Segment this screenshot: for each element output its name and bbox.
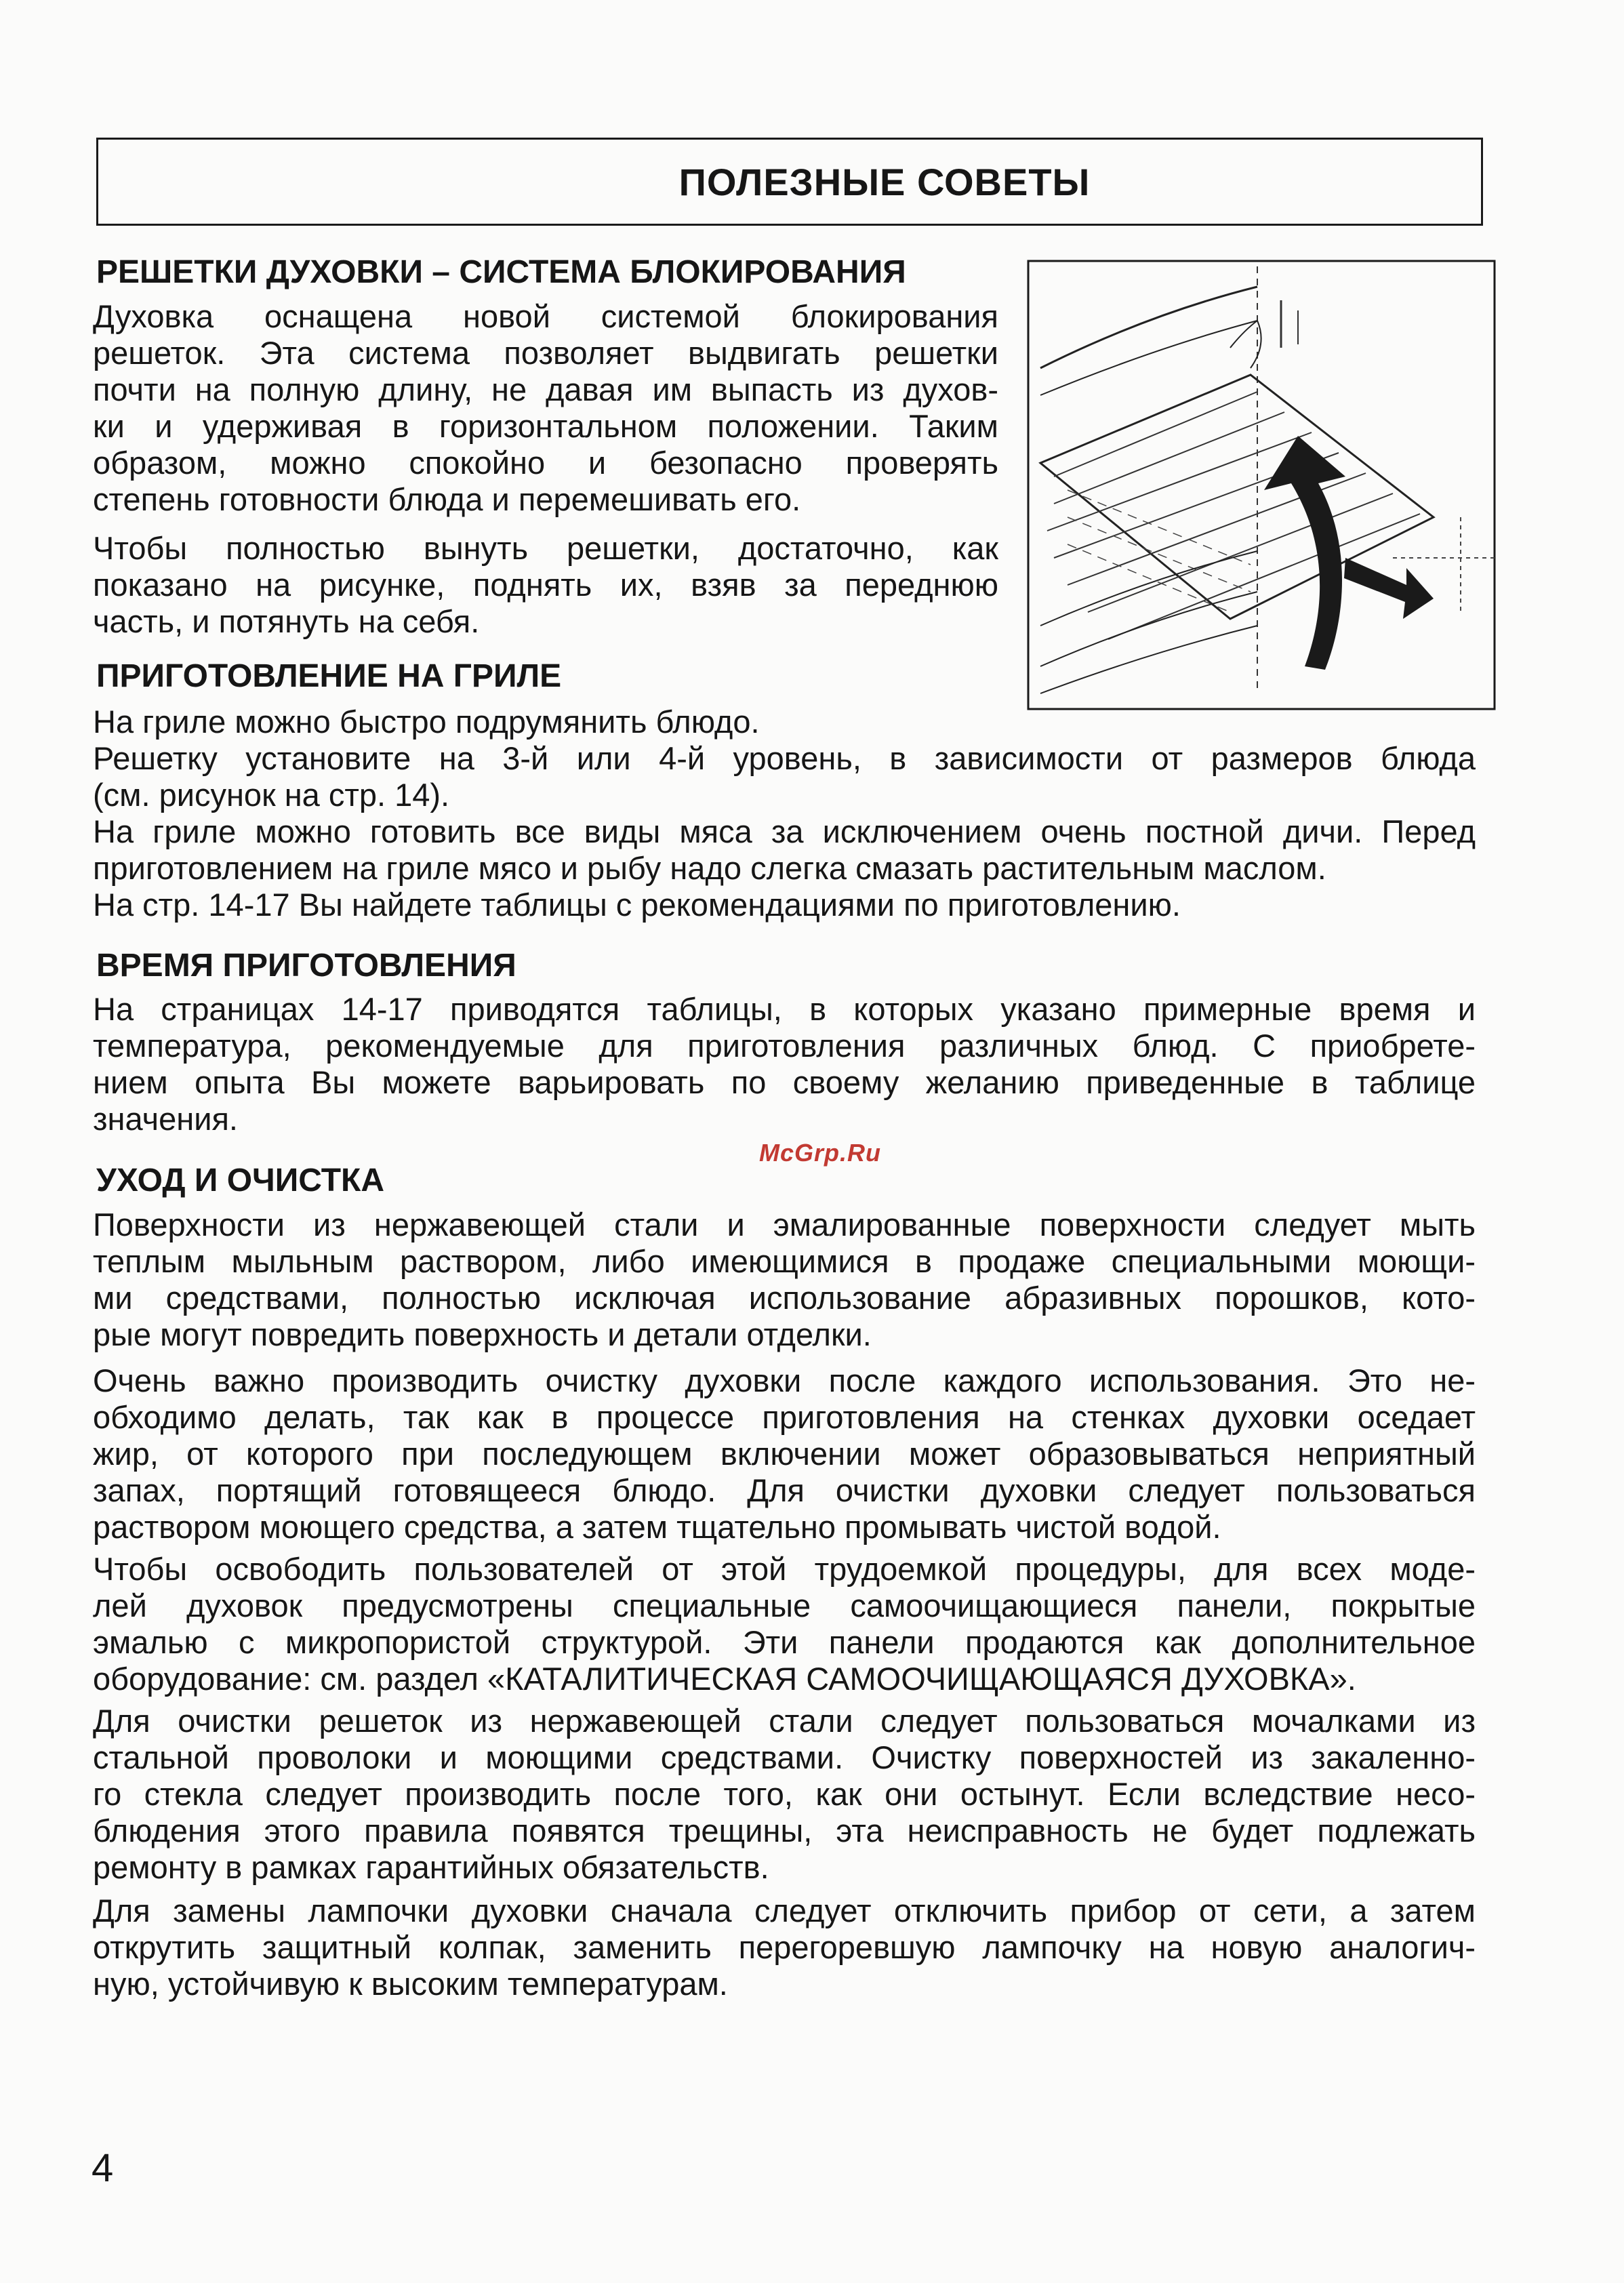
paragraph: Чтобы освободить пользователей от этой трудоемкой процедуры, для всех моде- лей духовок предусмотрены специальные самоочищающиеся панели, покрытые эмалью с микропористой структурой. Эти панели продаются как дополнительное оборудование: см. раздел «КАТАЛИТИЧЕСКАЯ САМООЧИЩАЮЩАЯСЯ ДУХОВКА». — [93, 1551, 1476, 1697]
paragraph: На стр. 14-17 Вы найдете таблицы с рекомендациями по приготовлению. — [93, 887, 1181, 923]
paragraph: На гриле можно готовить все виды мяса за исключением очень постной дичи. Перед приготовлением на гриле мясо и рыбу надо слегка смазать растительным маслом. — [93, 813, 1476, 886]
watermark: McGrp.Ru — [759, 1139, 882, 1167]
heading-oven-racks-locking: РЕШЕТКИ ДУХОВКИ – СИСТЕМА БЛОКИРОВАНИЯ — [96, 254, 906, 290]
paragraph: На гриле можно быстро подрумянить блюдо. — [93, 704, 760, 740]
paragraph: Для замены лампочки духовки сначала следует отключить прибор от сети, а затем открутить защитный колпак, заменить перегоревшую лампочку на новую аналогич- ную, устойчивую к высоким температурам. — [93, 1893, 1476, 2002]
paragraph: Духовка оснащена новой системой блокирования решеток. Эта система позволяет выдвигать решетки почти на полную длину, не давая им выпасть из духов- ки и удерживая в горизонтальном положении. Таким образом, можно спокойно и безопасно проверять степень готовности блюда и перемешивать его. — [93, 298, 998, 517]
paragraph: Для очистки решеток из нержавеющей стали следует пользоваться мочалками из стальной проволоки и моющими средствами. Очистку поверхностей из закаленно- го стекла следует производить после того, как они остынут. Если вследствие несо- блюдения этого правила появятся трещины, эта неисправность не будет подлежать ремонту в рамках гарантийных обязательств. — [93, 1703, 1476, 1885]
paragraph: Поверхности из нержавеющей стали и эмалированные поверхности следует мыть теплым мыльным раствором, либо имеющимися в продаже специальными моющи- ми средствами, полностью исключая использование абразивных порошков, кото- рые могут повредить поверхность и детали отделки. — [93, 1207, 1476, 1352]
heading-cooking-time: ВРЕМЯ ПРИГОТОВЛЕНИЯ — [96, 948, 516, 984]
paragraph: Чтобы полностью вынуть решетки, достаточно, как показано на рисунке, поднять их, взяв за переднюю часть, и потянуть на себя. — [93, 530, 998, 639]
heading-grilling: ПРИГОТОВЛЕНИЕ НА ГРИЛЕ — [96, 658, 562, 694]
page-title: ПОЛЕЗНЫЕ СОВЕТЫ — [678, 160, 1091, 203]
title-box — [96, 138, 1483, 226]
paragraph: Очень важно производить очистку духовки после каждого использования. Это не- обходимо делать, так как в процессе приготовления на стенках духовки оседает жир, от которого при последующем включении может образовываться неприятный запах, портящий готовящееся блюдо. Для очистки духовки следует пользоваться раствором моющего средства, а затем тщательно промывать чистой водой. — [93, 1362, 1476, 1545]
page-number: 4 — [92, 2146, 114, 2190]
oven-rack-illustration — [1027, 260, 1496, 710]
heading-care-cleaning: УХОД И ОЧИСТКА — [96, 1163, 385, 1198]
paragraph: Решетку установите на 3-й или 4-й уровень, в зависимости от размеров блюда (см. рисунок на стр. 14). — [93, 740, 1476, 813]
paragraph: На страницах 14-17 приводятся таблицы, в которых указано примерные время и температура, рекомендуемые для приготовления различных блюд. С приобрете- нием опыта Вы можете варьировать по своему желанию приведенные в таблице значения. — [93, 991, 1476, 1137]
